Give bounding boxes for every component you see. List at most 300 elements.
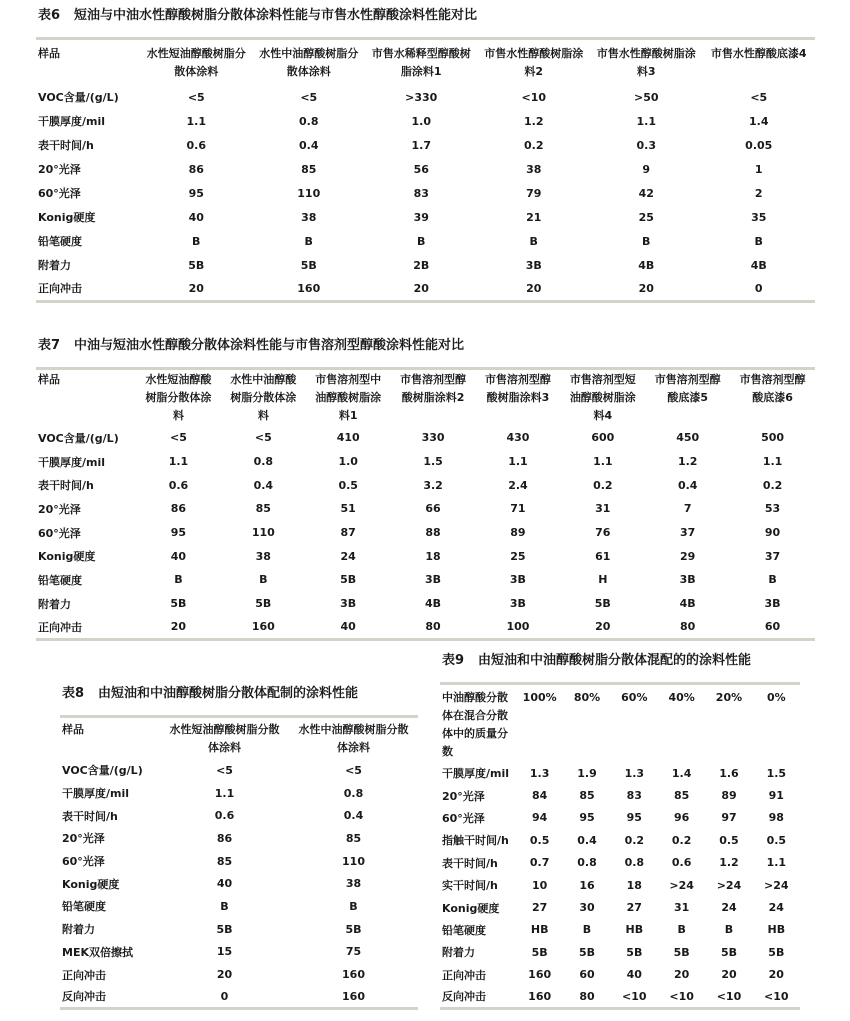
table7-title [38, 338, 815, 354]
cell-value: 0.8 [253, 455, 274, 469]
row-label: 正向冲击 [62, 968, 106, 982]
table6 [36, 37, 815, 303]
cell-value: 53 [764, 502, 781, 516]
cell-value: <10 [764, 989, 789, 1003]
row-label: 铅笔硬度 [38, 235, 82, 248]
cell-value: 21 [526, 210, 542, 224]
cell-value: 83 [413, 186, 429, 200]
table-row [440, 986, 800, 1008]
cell-value: B [220, 899, 229, 913]
cell-value: 25 [510, 549, 526, 563]
row-label: 表干时间/h [62, 809, 118, 823]
table-row [36, 592, 815, 616]
column-header: 20% [715, 691, 743, 704]
cell-value: 97 [721, 811, 737, 825]
cell-value: 1.2 [677, 455, 698, 469]
row-label: 表干时间/h [38, 479, 94, 493]
cell-value: 0.2 [762, 478, 783, 492]
table-row [440, 941, 800, 963]
cell-value: 1.0 [338, 455, 358, 469]
cell-value: 89 [510, 526, 526, 540]
table-row [36, 85, 815, 109]
table8 [60, 715, 418, 1010]
cell-value: 5B [531, 945, 548, 959]
table8-section [60, 686, 418, 1010]
table-row [60, 918, 418, 941]
cell-value: 95 [188, 186, 204, 200]
cell-value: 51 [340, 502, 356, 516]
row-label: 干膜厚度/mil [38, 455, 106, 469]
cell-value: <5 [216, 763, 233, 777]
cell-value: B [582, 923, 592, 937]
row-label: 实干时间/h [442, 879, 498, 893]
header-row [36, 39, 815, 86]
cell-value: <5 [300, 90, 318, 104]
cell-value: 20 [526, 281, 542, 295]
row-label: 干膜厚度/mil [62, 787, 130, 801]
row-label: 正向冲击 [38, 620, 82, 634]
cell-value: B [754, 234, 763, 248]
cell-value: 1.1 [766, 856, 787, 870]
cell-value: B [529, 234, 538, 248]
table-row [60, 850, 418, 873]
column-header: 水性短油醇酸树脂分散体涂料 [169, 723, 280, 754]
cell-value: 76 [595, 526, 611, 540]
column-header: 60% [621, 691, 648, 704]
cell-value: 1.2 [719, 856, 739, 870]
cell-value: 24 [340, 549, 356, 563]
cell-value: 3B [764, 597, 781, 611]
cell-value: >330 [405, 90, 438, 104]
row-label: 表干时间/h [442, 856, 498, 870]
cell-value: 85 [216, 854, 233, 868]
cell-value: 24 [721, 901, 737, 915]
cell-value: 20 [188, 281, 204, 295]
cell-value: 9 [642, 162, 651, 176]
table7 [36, 367, 815, 641]
cell-value: 5B [255, 597, 272, 611]
column-header: 水性中油醇酸树脂分散体涂料 [230, 373, 297, 422]
table-row [36, 544, 815, 568]
cell-value: 160 [528, 968, 552, 982]
cell-value: 29 [680, 549, 696, 563]
cell-value: 1.4 [671, 766, 692, 780]
cell-value: 160 [342, 968, 365, 982]
table-row [36, 277, 815, 301]
row-label: 铅笔硬度 [38, 573, 82, 587]
cell-value: 0.05 [745, 138, 773, 152]
cell-value: 0.7 [529, 856, 550, 870]
row-label: VOC含量/(g/L) [62, 764, 143, 778]
cell-value: 0.2 [524, 138, 544, 152]
column-header: 市售水稀释型醇酸树脂涂料1 [371, 47, 471, 78]
header-row [36, 369, 815, 427]
cell-value: 80 [579, 989, 595, 1003]
table-row [440, 829, 800, 851]
row-label: 20°光泽 [38, 163, 81, 176]
cell-value: 1.0 [411, 114, 431, 128]
table-row [36, 521, 815, 545]
cell-value: B [304, 234, 313, 248]
row-label: 正向冲击 [38, 282, 82, 296]
cell-value: 1.5 [766, 766, 787, 780]
table-row [36, 181, 815, 205]
table-row [440, 919, 800, 941]
cell-value: 25 [638, 210, 654, 224]
row-label: 干膜厚度/mil [442, 767, 510, 781]
cell-value: 1.1 [508, 455, 528, 469]
cell-value: 1.5 [423, 455, 443, 469]
cell-value: 35 [751, 210, 767, 224]
cell-value: <10 [622, 989, 647, 1003]
cell-value: <5 [750, 90, 768, 104]
row-label: Konig硬度 [38, 211, 96, 224]
cell-value: 5B [578, 945, 596, 959]
table-row [60, 986, 418, 1009]
row-label: VOC含量/(g/L) [38, 91, 119, 104]
cell-value: 160 [251, 620, 275, 634]
column-header: 水性中油醇酸树脂分散体涂料 [298, 723, 409, 754]
cell-value: 85 [579, 789, 595, 803]
cell-value: 5B [626, 945, 643, 959]
cell-value: <5 [170, 431, 187, 445]
row-label: 附着力 [38, 259, 71, 272]
row-label: 附着力 [38, 597, 71, 611]
cell-value: 96 [673, 811, 690, 825]
cell-value: B [724, 923, 734, 937]
cell-value: 38 [345, 877, 362, 891]
row-label: 反向冲击 [62, 990, 106, 1004]
table9-title [442, 653, 800, 669]
cell-value: 18 [425, 549, 441, 563]
cell-value: 0.5 [766, 833, 787, 847]
cell-value: 4B [679, 597, 696, 611]
cell-value: >24 [716, 878, 742, 892]
row-label-header: 样品 [62, 723, 84, 736]
cell-value: 3B [509, 573, 526, 587]
column-header: 0% [766, 691, 786, 704]
cell-value: 86 [170, 502, 187, 516]
column-header: 市售溶剂型醇酸树脂涂料3 [484, 373, 551, 404]
cell-value: 40 [188, 210, 204, 224]
cell-value: 0.2 [593, 478, 613, 492]
cell-value: 1.3 [529, 766, 550, 780]
cell-value: 90 [764, 526, 781, 540]
cell-value: 38 [526, 162, 542, 176]
table6-number: 表6 [38, 8, 61, 23]
row-label: 铅笔硬度 [442, 923, 486, 937]
cell-value: 430 [506, 431, 530, 445]
cell-value: 20 [768, 968, 784, 982]
cell-value: H [598, 573, 608, 587]
cell-value: 1.2 [524, 114, 544, 128]
cell-value: B [174, 573, 183, 587]
cell-value: 94 [532, 811, 548, 825]
cell-value: 5B [594, 597, 611, 611]
cell-value: 600 [591, 431, 615, 445]
column-header: 水性短油醇酸树脂分散体涂料 [145, 373, 212, 422]
column-header: 80% [573, 691, 601, 704]
cell-value: 85 [673, 789, 690, 803]
cell-value: 0.8 [624, 856, 645, 870]
cell-value: 0 [220, 989, 229, 1003]
cell-value: 37 [764, 549, 781, 563]
cell-value: 0.6 [214, 809, 235, 823]
row-label: VOC含量/(g/L) [38, 431, 119, 445]
cell-value: HB [530, 923, 549, 937]
cell-value: 85 [345, 831, 362, 845]
cell-value: 1.1 [186, 114, 206, 128]
row-label: 表干时间/h [38, 139, 94, 152]
cell-value: 5B [340, 573, 357, 587]
cell-value: 31 [673, 901, 690, 915]
cell-value: <5 [254, 431, 272, 445]
table6-section [36, 8, 815, 303]
cell-value: 100 [506, 620, 530, 634]
table-row [36, 450, 815, 474]
row-label: 干膜厚度/mil [38, 115, 106, 128]
cell-value: 3.2 [423, 478, 443, 492]
table-row [60, 872, 418, 895]
cell-value: 20 [673, 968, 690, 982]
cell-value: 5B [673, 945, 690, 959]
cell-value: 84 [532, 789, 548, 803]
table-row [60, 963, 418, 986]
table-row [36, 253, 815, 277]
cell-value: 79 [526, 186, 542, 200]
cell-value: 56 [413, 162, 429, 176]
table-row [440, 964, 800, 986]
column-header: 水性短油醇酸树脂分散体涂料 [146, 47, 246, 78]
cell-value: <5 [345, 763, 362, 777]
cell-value: 0 [754, 281, 763, 295]
row-label: 60°光泽 [38, 187, 81, 200]
cell-value: 4B [750, 258, 767, 272]
cell-value: 30 [579, 901, 595, 915]
cell-value: 40 [170, 549, 187, 563]
cell-value: B [642, 234, 651, 248]
cell-value: 3B [525, 258, 542, 272]
column-header: 市售溶剂型醇酸底漆6 [739, 373, 806, 404]
cell-value: 160 [297, 281, 321, 295]
cell-value: 5B [216, 922, 233, 936]
row-label: 60°光泽 [38, 526, 81, 540]
table-row [440, 896, 800, 918]
column-header: 市售水性醇酸底漆4 [710, 47, 807, 60]
row-label: 20°光泽 [442, 789, 485, 803]
table-row [440, 874, 800, 896]
cell-value: 0.5 [338, 478, 358, 492]
cell-value: 20 [170, 620, 187, 634]
cell-value: 60 [764, 620, 781, 634]
cell-value: 0.8 [343, 786, 364, 800]
row-label: 20°光泽 [62, 832, 105, 846]
cell-value: <5 [187, 90, 205, 104]
cell-value: >50 [633, 90, 659, 104]
cell-value: 20 [216, 968, 233, 982]
table-row [440, 762, 800, 784]
cell-value: 27 [626, 901, 642, 915]
row-label: 附着力 [442, 946, 475, 960]
table-row [36, 133, 815, 157]
table7-number: 表7 [38, 338, 61, 353]
cell-value: 40 [216, 877, 233, 891]
cell-value: 85 [301, 162, 317, 176]
cell-value: 3B [425, 573, 442, 587]
table7-section [36, 338, 815, 641]
table-row [36, 205, 815, 229]
cell-value: 38 [301, 210, 317, 224]
cell-value: 1.1 [214, 786, 235, 800]
cell-value: 0.4 [253, 478, 274, 492]
row-label: 附着力 [62, 923, 95, 937]
cell-value: HB [767, 923, 786, 937]
cell-value: 86 [188, 162, 204, 176]
cell-value: 0.2 [671, 833, 692, 847]
cell-value: 1.4 [749, 114, 769, 128]
table-row [60, 895, 418, 918]
cell-value: <10 [716, 989, 742, 1003]
cell-value: >24 [764, 878, 789, 892]
cell-value: 86 [216, 831, 233, 845]
table9 [440, 682, 800, 1010]
cell-value: 0.8 [299, 114, 319, 128]
row-label: Konig硬度 [442, 901, 500, 915]
table-row [440, 784, 800, 806]
cell-value: 95 [579, 811, 595, 825]
cell-value: 10 [532, 878, 548, 892]
header-row [440, 684, 800, 763]
cell-value: 20 [413, 281, 429, 295]
row-label: Konig硬度 [38, 550, 96, 564]
cell-value: 0.6 [186, 138, 206, 152]
table6-caption: 短油与中油水性醇酸树脂分散体涂料性能与市售水性醇酸涂料性能对比 [74, 8, 478, 23]
column-header: 100% [522, 691, 557, 704]
column-header: 40% [668, 691, 695, 704]
cell-value: B [192, 234, 201, 248]
cell-value: 24 [768, 901, 784, 915]
cell-value: 5B [300, 258, 317, 272]
cell-value: 83 [626, 789, 642, 803]
cell-value: 1.6 [719, 766, 739, 780]
table8-caption: 由短油和中油醇酸树脂分散体配制的涂料性能 [98, 686, 359, 701]
table-row [440, 807, 800, 829]
table6-title [38, 8, 815, 24]
cell-value: 110 [297, 186, 321, 200]
cell-value: 0.4 [677, 478, 698, 492]
cell-value: 5B [170, 597, 187, 611]
row-label: 60°光泽 [62, 855, 105, 869]
cell-value: 0.3 [636, 138, 656, 152]
header-row [60, 717, 418, 760]
cell-value: 3B [679, 573, 696, 587]
row-label: 铅笔硬度 [62, 900, 106, 914]
cell-value: 3B [509, 597, 526, 611]
cell-value: 98 [768, 811, 784, 825]
column-header: 市售溶剂型醇酸底漆5 [654, 373, 721, 404]
cell-value: 42 [638, 186, 654, 200]
table-row [60, 827, 418, 850]
cell-value: 20 [638, 281, 654, 295]
table-row [36, 109, 815, 133]
table9-caption: 由短油和中油醇酸树脂分散体混配的的涂料性能 [478, 653, 752, 668]
table8-number: 表8 [62, 686, 85, 701]
cell-value: 85 [255, 502, 271, 516]
cell-value: 37 [680, 526, 696, 540]
cell-value: HB [625, 923, 644, 937]
row-label: 60°光泽 [442, 811, 485, 825]
row-label: MEK双倍擦拭 [62, 945, 133, 959]
cell-value: B [768, 573, 777, 587]
table9-number: 表9 [442, 653, 465, 668]
table-row [36, 568, 815, 592]
cell-value: 110 [342, 854, 365, 868]
table-row [60, 782, 418, 805]
row-label: 反向冲击 [442, 990, 486, 1004]
row-label: Konig硬度 [62, 877, 120, 891]
cell-value: 95 [626, 811, 642, 825]
row-label-header: 样品 [38, 47, 60, 60]
cell-value: 2 [754, 186, 763, 200]
cell-value: 20 [721, 968, 737, 982]
row-label: 20°光泽 [38, 502, 81, 516]
cell-value: 1.3 [624, 766, 645, 780]
cell-value: 4B [638, 258, 655, 272]
column-header: 市售溶剂型短油醇酸树脂涂料4 [569, 373, 636, 422]
cell-value: 160 [342, 989, 365, 1003]
cell-value: 61 [595, 549, 611, 563]
cell-value: 330 [421, 431, 445, 445]
table-row [36, 157, 815, 181]
cell-value: 95 [170, 526, 187, 540]
cell-value: 16 [579, 878, 595, 892]
cell-value: 38 [255, 549, 271, 563]
cell-value: 0.6 [168, 478, 189, 492]
cell-value: 110 [251, 526, 275, 540]
cell-value: 0.5 [719, 833, 739, 847]
cell-value: 60 [579, 968, 595, 982]
cell-value: 1.9 [577, 766, 597, 780]
cell-value: 500 [761, 431, 785, 445]
table9-section [440, 653, 800, 1010]
cell-value: 0.2 [624, 833, 645, 847]
cell-value: <10 [669, 989, 694, 1003]
row-label: 指触干时间/h [442, 834, 509, 848]
cell-value: 450 [676, 431, 700, 445]
cell-value: 410 [336, 431, 360, 445]
table7-caption: 中油与短油水性醇酸分散体涂料性能与市售溶剂型醇酸涂料性能对比 [74, 338, 465, 353]
cell-value: 0.8 [577, 856, 597, 870]
cell-value: 5B [768, 945, 785, 959]
column-header: 市售溶剂型中油醇酸树脂涂料1 [315, 373, 382, 422]
table-row [36, 229, 815, 253]
row-label-header: 中油醇酸分散体在混合分散体中的质量分数 [442, 691, 508, 758]
cell-value: 0.4 [577, 833, 597, 847]
cell-value: 0.4 [343, 809, 364, 823]
cell-value: 80 [680, 620, 696, 634]
cell-value: 18 [626, 878, 642, 892]
table-row [36, 497, 815, 521]
cell-value: 1.1 [593, 455, 613, 469]
cell-value: B [259, 573, 268, 587]
cell-value: 5B [720, 945, 737, 959]
table-row [60, 941, 418, 964]
table-row [440, 852, 800, 874]
cell-value: >24 [669, 878, 694, 892]
cell-value: 0.4 [299, 138, 319, 152]
cell-value: 0.5 [529, 833, 550, 847]
cell-value: 89 [721, 789, 737, 803]
